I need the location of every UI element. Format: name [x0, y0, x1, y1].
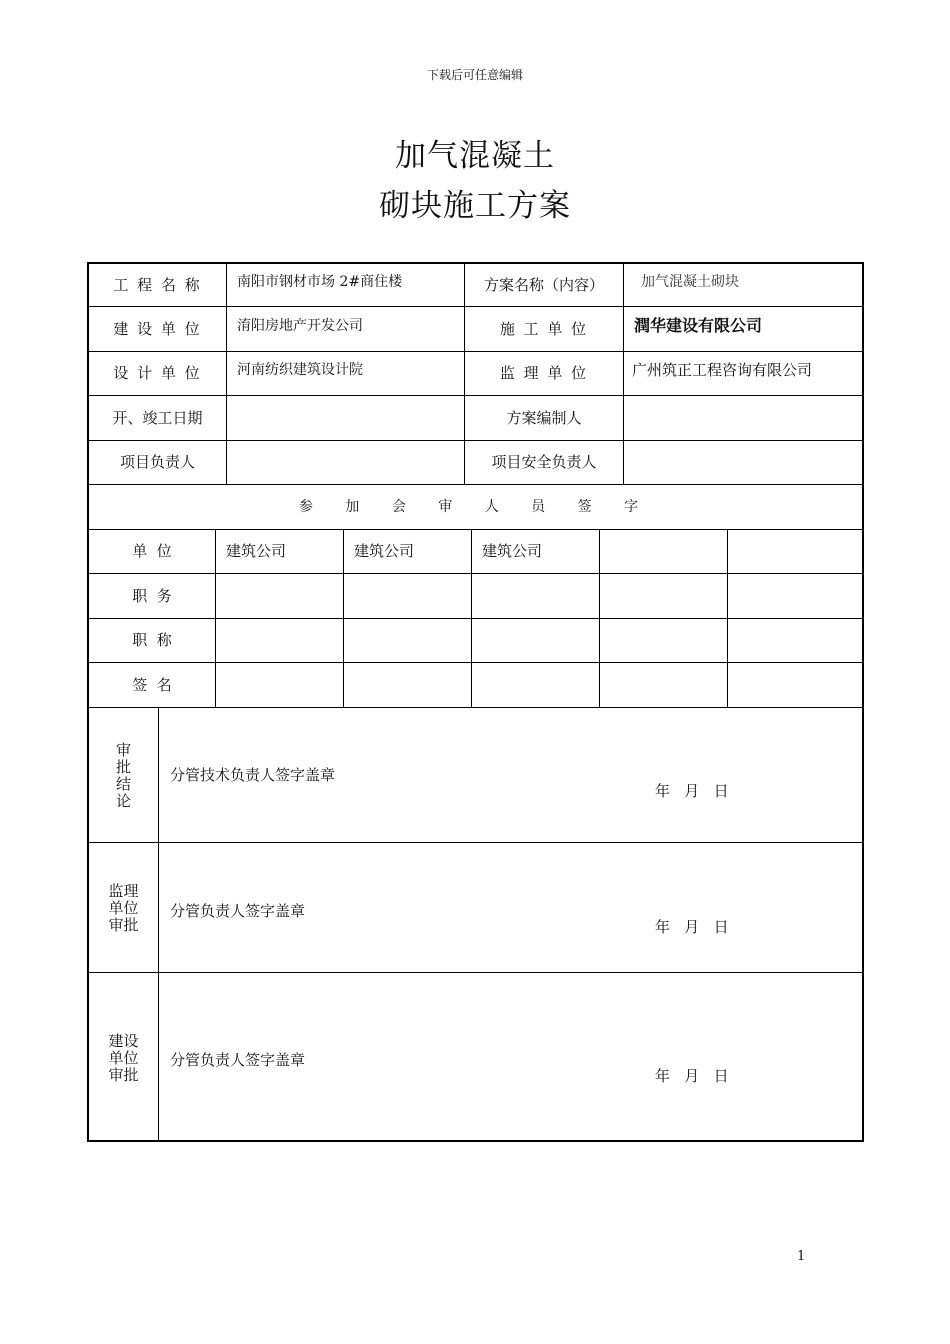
supervisor-value: 广州筑正工程咨询有限公司	[632, 361, 813, 379]
designer-value: 河南纺织建筑设计院	[237, 362, 363, 378]
plan-name-label: 方案名称（内容）	[483, 276, 604, 294]
supervisor-label: 监 理 单 位	[499, 364, 589, 382]
review-unit-cell	[600, 530, 727, 573]
approval-side-label: 审 批 结 论	[115, 741, 131, 810]
project-name-value: 南阳市钢材市场 2#商住楼	[237, 274, 403, 290]
builder-approval-side-label: 建设 单位 审批	[108, 1032, 139, 1084]
review-row-label-signature: 签 名	[132, 676, 172, 694]
plan-author-value[interactable]	[624, 396, 862, 440]
contractor-label: 施 工 单 位	[499, 320, 589, 338]
review-row-label-unit: 单 位	[132, 542, 172, 560]
document-title-line1: 加气混凝土	[395, 138, 555, 174]
plan-author-label: 方案编制人	[506, 409, 582, 427]
review-row-label-position: 职 务	[132, 587, 172, 605]
manager-value[interactable]	[227, 441, 464, 484]
page-number: 1	[797, 1249, 806, 1264]
approval-signature-prompt: 分管技术负责人签字盖章	[170, 766, 336, 784]
plan-name-value: 加气混凝土砌块	[641, 274, 739, 290]
document-title-line2: 砌块施工方案	[379, 188, 571, 224]
builder-approval-date: 年 月 日	[655, 1067, 729, 1085]
review-section-title: 参 加 会 审 人 员 签 字	[298, 499, 653, 515]
manager-label: 项目负责人	[119, 453, 195, 471]
builder-label: 建 设 单 位	[113, 320, 202, 338]
review-unit-cell: 建筑公司	[354, 542, 415, 560]
approval-date: 年 月 日	[655, 782, 729, 800]
safety-manager-label: 项目安全负责人	[491, 453, 597, 471]
review-unit-cell	[728, 530, 862, 573]
approval-form-table	[87, 262, 864, 1142]
builder-signature-prompt: 分管负责人签字盖章	[170, 1051, 306, 1069]
supervisor-approval-date: 年 月 日	[655, 918, 729, 936]
dates-label: 开、竣工日期	[112, 409, 203, 427]
review-unit-cell: 建筑公司	[482, 542, 543, 560]
dates-value[interactable]	[227, 396, 464, 440]
supervisor-signature-prompt: 分管负责人签字盖章	[170, 902, 306, 920]
contractor-value: 潤华建设有限公司	[634, 316, 763, 335]
project-name-label: 工 程 名 称	[113, 276, 202, 294]
review-unit-cell: 建筑公司	[226, 542, 287, 560]
review-row-label-title: 职 称	[132, 631, 172, 649]
designer-label: 设 计 单 位	[113, 364, 202, 382]
builder-value: 淯阳房地产开发公司	[237, 318, 363, 334]
supervisor-approval-side-label: 监理 单位 审批	[108, 882, 139, 934]
header-note: 下载后可任意编辑	[426, 68, 523, 82]
safety-manager-value[interactable]	[624, 441, 862, 484]
